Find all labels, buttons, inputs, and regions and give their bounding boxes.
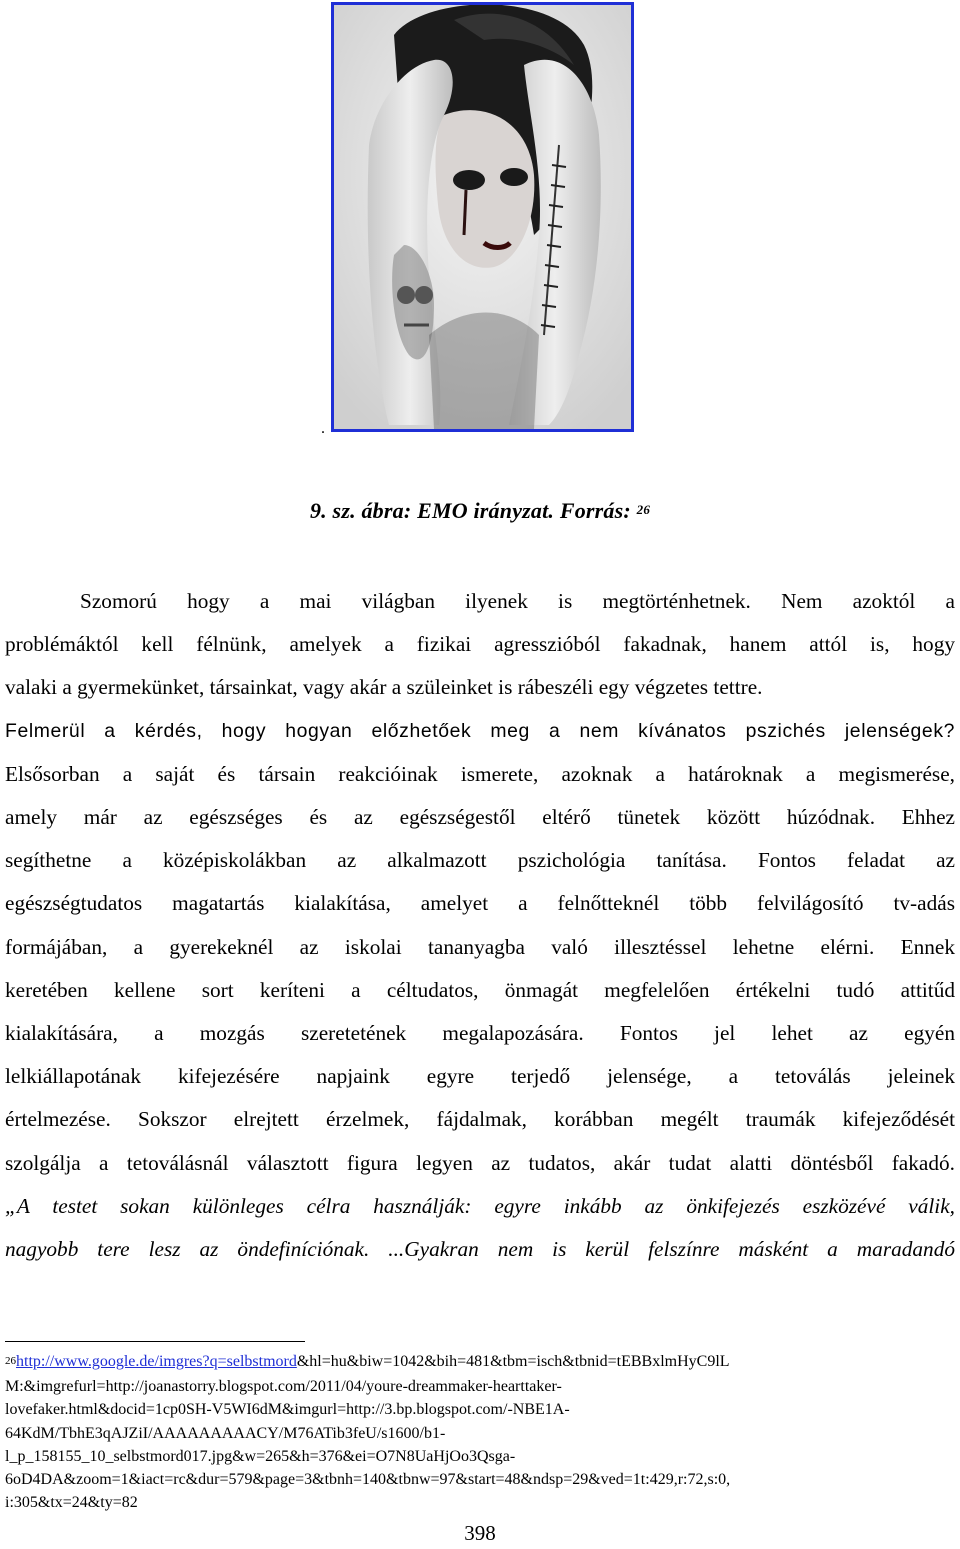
body-line: problémáktól kell félnünk, amelyek a fizikai agresszióból fakadnak, hanem attól is, hogy	[5, 632, 955, 657]
figure-dot: .	[321, 420, 325, 437]
quote-line: nagyobb tere lesz az öndefiníciónak. ...Gyakran nem is kerül felszínre másként a maradandó	[5, 1237, 955, 1262]
footnote-first-line	[5, 1350, 955, 1375]
body-line: kialakítására, a mozgás szeretetének megalapozására. Fontos jel lehet az egyén	[5, 1021, 955, 1046]
body-line-question: Felmerül a kérdés, hogy hogyan előzhetőek meg a nem kívánatos pszichés jelenségek?	[5, 719, 955, 742]
footnote-line: lovefaker.html&docid=1cp0SH-V5WI6dM&imgurl=http://3.bp.blogspot.com/-NBE1A-	[5, 1401, 570, 1419]
footnote-line: i:305&tx=24&ty=82	[5, 1494, 138, 1512]
footnote-link[interactable]: http://www.google.de/imgres?q=selbstmord	[16, 1353, 297, 1370]
footnote-reference[interactable]: 26	[636, 502, 651, 517]
body-line: értelmezése. Sokszor elrejtett érzelmek, fájdalmak, korábban megélt traumák kifejeződését	[5, 1107, 955, 1132]
quote-line: „A testet sokan különleges célra használják: egyre inkább az önkifejezés eszközévé válik,	[5, 1193, 955, 1218]
footnote-line: 64KdM/TbhE3qAJZiI/AAAAAAAAACY/M76ATib3feU/s1600/b1-	[5, 1424, 446, 1442]
figure-caption-text: 9. sz. ábra: EMO irányzat. Forrás:	[309, 498, 631, 523]
footnote-number: 26	[5, 1355, 16, 1367]
body-line: Szomorú hogy a mai világban ilyenek is megtörténhetnek. Nem azoktól a	[80, 589, 955, 613]
footnote-line: M:&imgrefurl=http://joanastorry.blogspot.com/2011/04/youre-dreammaker-hearttaker-	[5, 1378, 562, 1396]
emo-woman-photo-icon	[334, 5, 631, 429]
figure-caption	[0, 498, 960, 524]
footnote-line: l_p_158155_10_selbstmord017.jpg&w=265&h=376&ei=O7N8UaHjOo3Qsga-	[5, 1447, 516, 1465]
body-line: egészségtudatos magatartás kialakítása, amelyet a felnőtteknél több felvilágosító tv-adás	[5, 891, 955, 916]
page-number: 398	[464, 1521, 496, 1545]
footnote-line: &hl=hu&biw=1042&bih=481&tbm=isch&tbnid=tEBBxlmHyC9lL	[296, 1353, 730, 1370]
body-line: keretében kellene sort keríteni a céltudatos, önmagát megfelelően értékelni tudó attitűd	[5, 977, 955, 1002]
body-line: segíthetne a középiskolákban az alkalmazott pszichológia tanítása. Fontos feladat az	[5, 848, 955, 873]
body-line: amely már az egészséges és az egészségestől eltérő tünetek között húzódnak. Ehhez	[5, 805, 955, 830]
body-line: szolgálja a tetoválásnál választott figura legyen az tudatos, akár tudat alatti döntésből fakadó.	[5, 1150, 955, 1175]
body-line: Elsősorban a saját és társain reakcióinak ismerete, azoknak a határoknak a megismerése,	[5, 761, 955, 786]
body-line: formájában, a gyerekeknél az iskolai tananyagba való illesztéssel lehetne elérni. Ennek	[5, 934, 955, 959]
footnote	[5, 1350, 955, 1514]
figure-image	[331, 2, 634, 432]
footnote-divider	[5, 1341, 305, 1342]
body-line: lelkiállapotának kifejezésére napjaink egyre terjedő jelensége, a tetoválás jeleinek	[5, 1064, 955, 1089]
footnote-line: 6oD4DA&zoom=1&iact=rc&dur=579&page=3&tbnh=140&tbnw=97&start=48&ndsp=29&ved=1t:429,r:72,s:0,	[5, 1471, 731, 1489]
body-text	[5, 580, 955, 1271]
body-line: valaki a gyermekünket, társainkat, vagy akár a szüleinket is rábeszéli egy végzetes tettre.	[5, 675, 763, 700]
